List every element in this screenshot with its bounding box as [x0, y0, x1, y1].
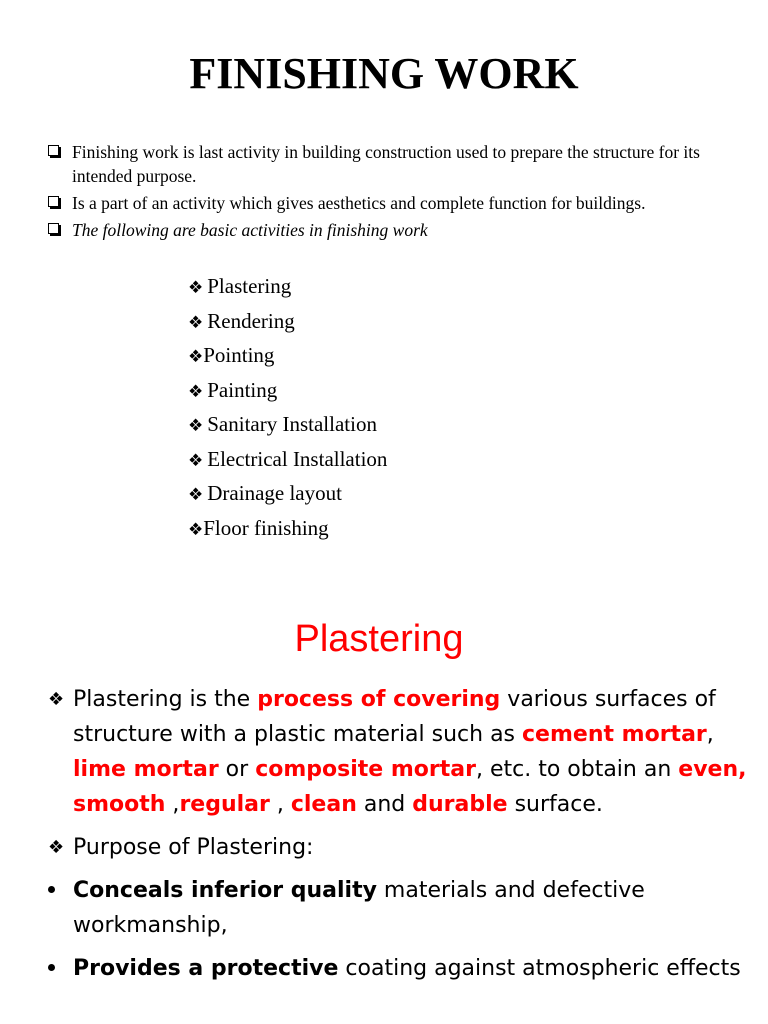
text-run: , etc. to obtain an — [475, 757, 679, 782]
slide-plastering — [0, 600, 768, 1024]
text-run: various surfaces of structure with a plastic material such as — [73, 687, 716, 747]
intro-bullet-list — [46, 140, 726, 245]
text-run: , — [165, 792, 180, 817]
purpose-heading — [48, 830, 748, 865]
activity-label: Sanitary Installation — [207, 412, 377, 436]
activity-label: Floor finishing — [203, 515, 329, 540]
purpose-point — [48, 951, 748, 986]
diamond-bullet-icon: ❖ — [48, 689, 65, 710]
slide-title: FINISHING WORK — [189, 49, 579, 98]
purpose-point-text: materials and defective workmanship, — [73, 878, 645, 938]
highlight-term: durable — [412, 792, 508, 817]
diamond-bullet-icon: ❖ — [188, 416, 204, 435]
activity-item — [188, 477, 387, 512]
activity-label: Drainage layout — [207, 481, 342, 505]
diamond-bullet-icon: ❖ — [188, 485, 204, 504]
bullet-text: Is a part of an activity which gives aesthetics and complete function for buildings. — [72, 193, 646, 213]
highlight-term: composite mortar — [255, 757, 476, 782]
activity-item — [188, 339, 387, 374]
activity-item — [188, 270, 387, 305]
diamond-bullet-icon: ❖ — [188, 450, 204, 470]
highlight-term: even, smooth — [73, 757, 747, 817]
intro-bullet — [46, 218, 726, 242]
activity-item — [188, 443, 387, 478]
intro-bullet — [46, 140, 726, 188]
text-run: surface. — [507, 792, 603, 817]
text-run: and — [356, 792, 413, 817]
purpose-point-bold: Conceals inferior quality — [73, 878, 377, 903]
activity-item — [188, 374, 387, 409]
highlight-term: clean — [290, 792, 357, 817]
plastering-body — [48, 682, 748, 986]
purpose-heading-text: Purpose of Plastering: — [73, 835, 314, 860]
round-bullet-icon — [48, 886, 55, 893]
diamond-bullet-icon: ❖ — [188, 519, 204, 539]
activity-label: Rendering — [207, 308, 295, 333]
activity-item — [188, 408, 387, 443]
diamond-bullet-icon: ❖ — [188, 381, 204, 401]
purpose-point-text: coating against atmospheric effects — [338, 956, 741, 981]
round-bullet-icon — [48, 964, 55, 971]
activity-item — [188, 512, 387, 547]
diamond-bullet-icon: ❖ — [188, 347, 204, 366]
activity-label: Plastering — [207, 274, 292, 298]
diamond-bullet-icon: ❖ — [188, 312, 204, 332]
text-run: , — [269, 792, 291, 817]
activity-label: Pointing — [203, 343, 275, 367]
intro-bullet — [46, 191, 726, 215]
checkbox-bullet-icon — [48, 145, 59, 156]
diamond-bullet-icon: ❖ — [188, 278, 204, 297]
definition-paragraph — [48, 682, 748, 822]
activity-item — [188, 305, 387, 340]
text-run: Plastering is the — [73, 687, 258, 712]
purpose-point-bold: Provides a protective — [73, 956, 339, 981]
activity-label: Electrical Installation — [207, 446, 388, 471]
highlight-term: lime mortar — [73, 757, 219, 782]
highlight-term: cement mortar — [522, 722, 707, 747]
diamond-bullet-icon: ❖ — [48, 837, 65, 858]
slide-title: Plastering — [294, 618, 464, 660]
highlight-term: regular — [179, 792, 270, 817]
text-run: , — [706, 722, 714, 747]
checkbox-bullet-icon — [48, 196, 59, 207]
checkbox-bullet-icon — [48, 223, 59, 234]
activity-label: Painting — [207, 377, 278, 402]
highlight-term: process of covering — [257, 687, 501, 712]
text-run: or — [218, 757, 256, 782]
activity-list — [188, 270, 387, 546]
purpose-point — [48, 873, 748, 943]
bullet-text: The following are basic activities in finishing work — [72, 220, 428, 240]
bullet-text: Finishing work is last activity in building construction used to prepare the structure for its intended purpose. — [72, 142, 700, 186]
